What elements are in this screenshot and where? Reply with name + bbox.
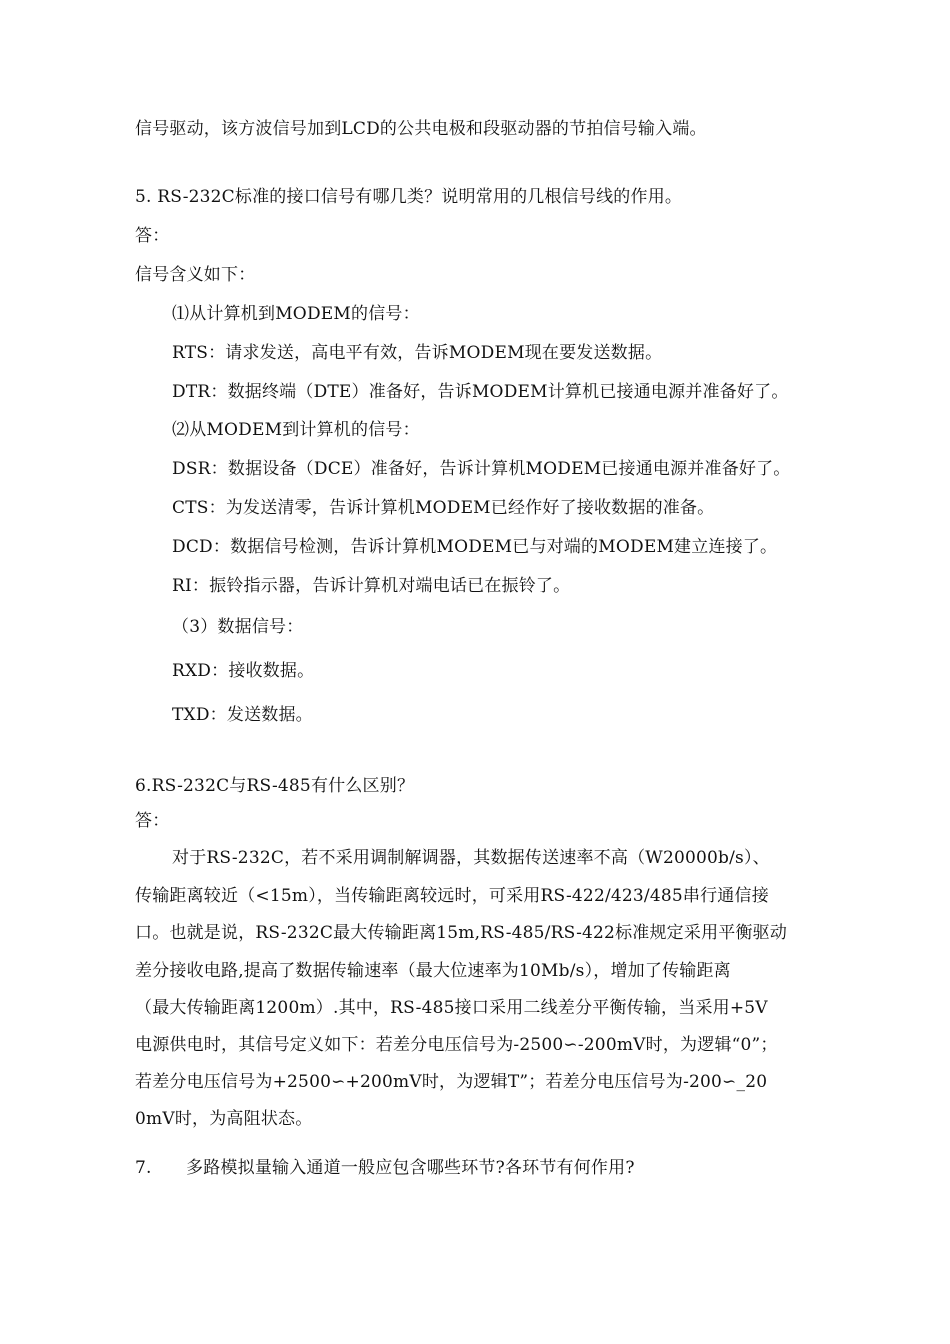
- paragraph-line: 差分接收电路,提高了数据传输速率（最大位速率为10Mb/s），增加了传输距离: [135, 961, 731, 981]
- signal-item: RTS：请求发送，高电平有效，告诉MODEM现在要发送数据。: [172, 343, 663, 363]
- question-6-heading: 6.RS-232C与RS-485有什么区别？: [135, 776, 415, 796]
- paragraph-line: 0mV时，为高阻状态。: [135, 1109, 313, 1129]
- subheading: ⑵从MODEM到计算机的信号：: [172, 420, 420, 440]
- paragraph-line: 对于RS-232C，若不采用调制解调器，其数据传送速率不高（W20000b/s）、: [172, 848, 770, 868]
- paragraph-line: 口。也就是说，RS-232C最大传输距离15m,RS-485/RS-422标准规定采用平衡驱动: [135, 923, 788, 943]
- text-line: 信号驱动，该方波信号加到LCD的公共电极和段驱动器的节拍信号输入端。: [135, 119, 707, 139]
- subheading: （3）数据信号：: [172, 617, 304, 637]
- signal-item: DSR：数据设备（DCE）准备好，告诉计算机MODEM已接通电源并准备好了。: [172, 459, 791, 479]
- answer-label: 答：: [135, 226, 170, 246]
- signal-item: RXD：接收数据。: [172, 661, 315, 681]
- text-line: 信号含义如下：: [135, 265, 256, 285]
- signal-item: DCD：数据信号检测，告诉计算机MODEM已与对端的MODEM建立连接了。: [172, 537, 778, 557]
- signal-item: CTS：为发送清零，告诉计算机MODEM已经作好了接收数据的准备。: [172, 498, 715, 518]
- question-5-heading: 5. RS-232C标准的接口信号有哪几类？说明常用的几根信号线的作用。: [135, 187, 683, 207]
- paragraph-line: 电源供电时，其信号定义如下：若差分电压信号为-2500∽-200mV时，为逻辑“0”；: [135, 1035, 778, 1055]
- signal-item: TXD：发送数据。: [172, 705, 313, 725]
- subheading: ⑴从计算机到MODEM的信号：: [172, 304, 420, 324]
- paragraph-line: 传输距离较近（<15m），当传输距离较远时，可采用RS-422/423/485串行通信接: [135, 886, 769, 906]
- paragraph-line: 若差分电压信号为+2500∽+200mV时，为逻辑T”；若差分电压信号为-200∽_20: [135, 1072, 768, 1092]
- question-7-heading: 7. 多路模拟量输入通道一般应包含哪些环节?各环节有何作用?: [135, 1158, 635, 1178]
- signal-item: RI：振铃指示器，告诉计算机对端电话已在振铃了。: [172, 576, 571, 596]
- signal-item: DTR：数据终端（DTE）准备好，告诉MODEM计算机已接通电源并准备好了。: [172, 382, 789, 402]
- paragraph-line: （最大传输距离1200m）.其中，RS-485接口采用二线差分平衡传输，当采用+5V: [135, 998, 768, 1018]
- answer-label: 答：: [135, 811, 170, 831]
